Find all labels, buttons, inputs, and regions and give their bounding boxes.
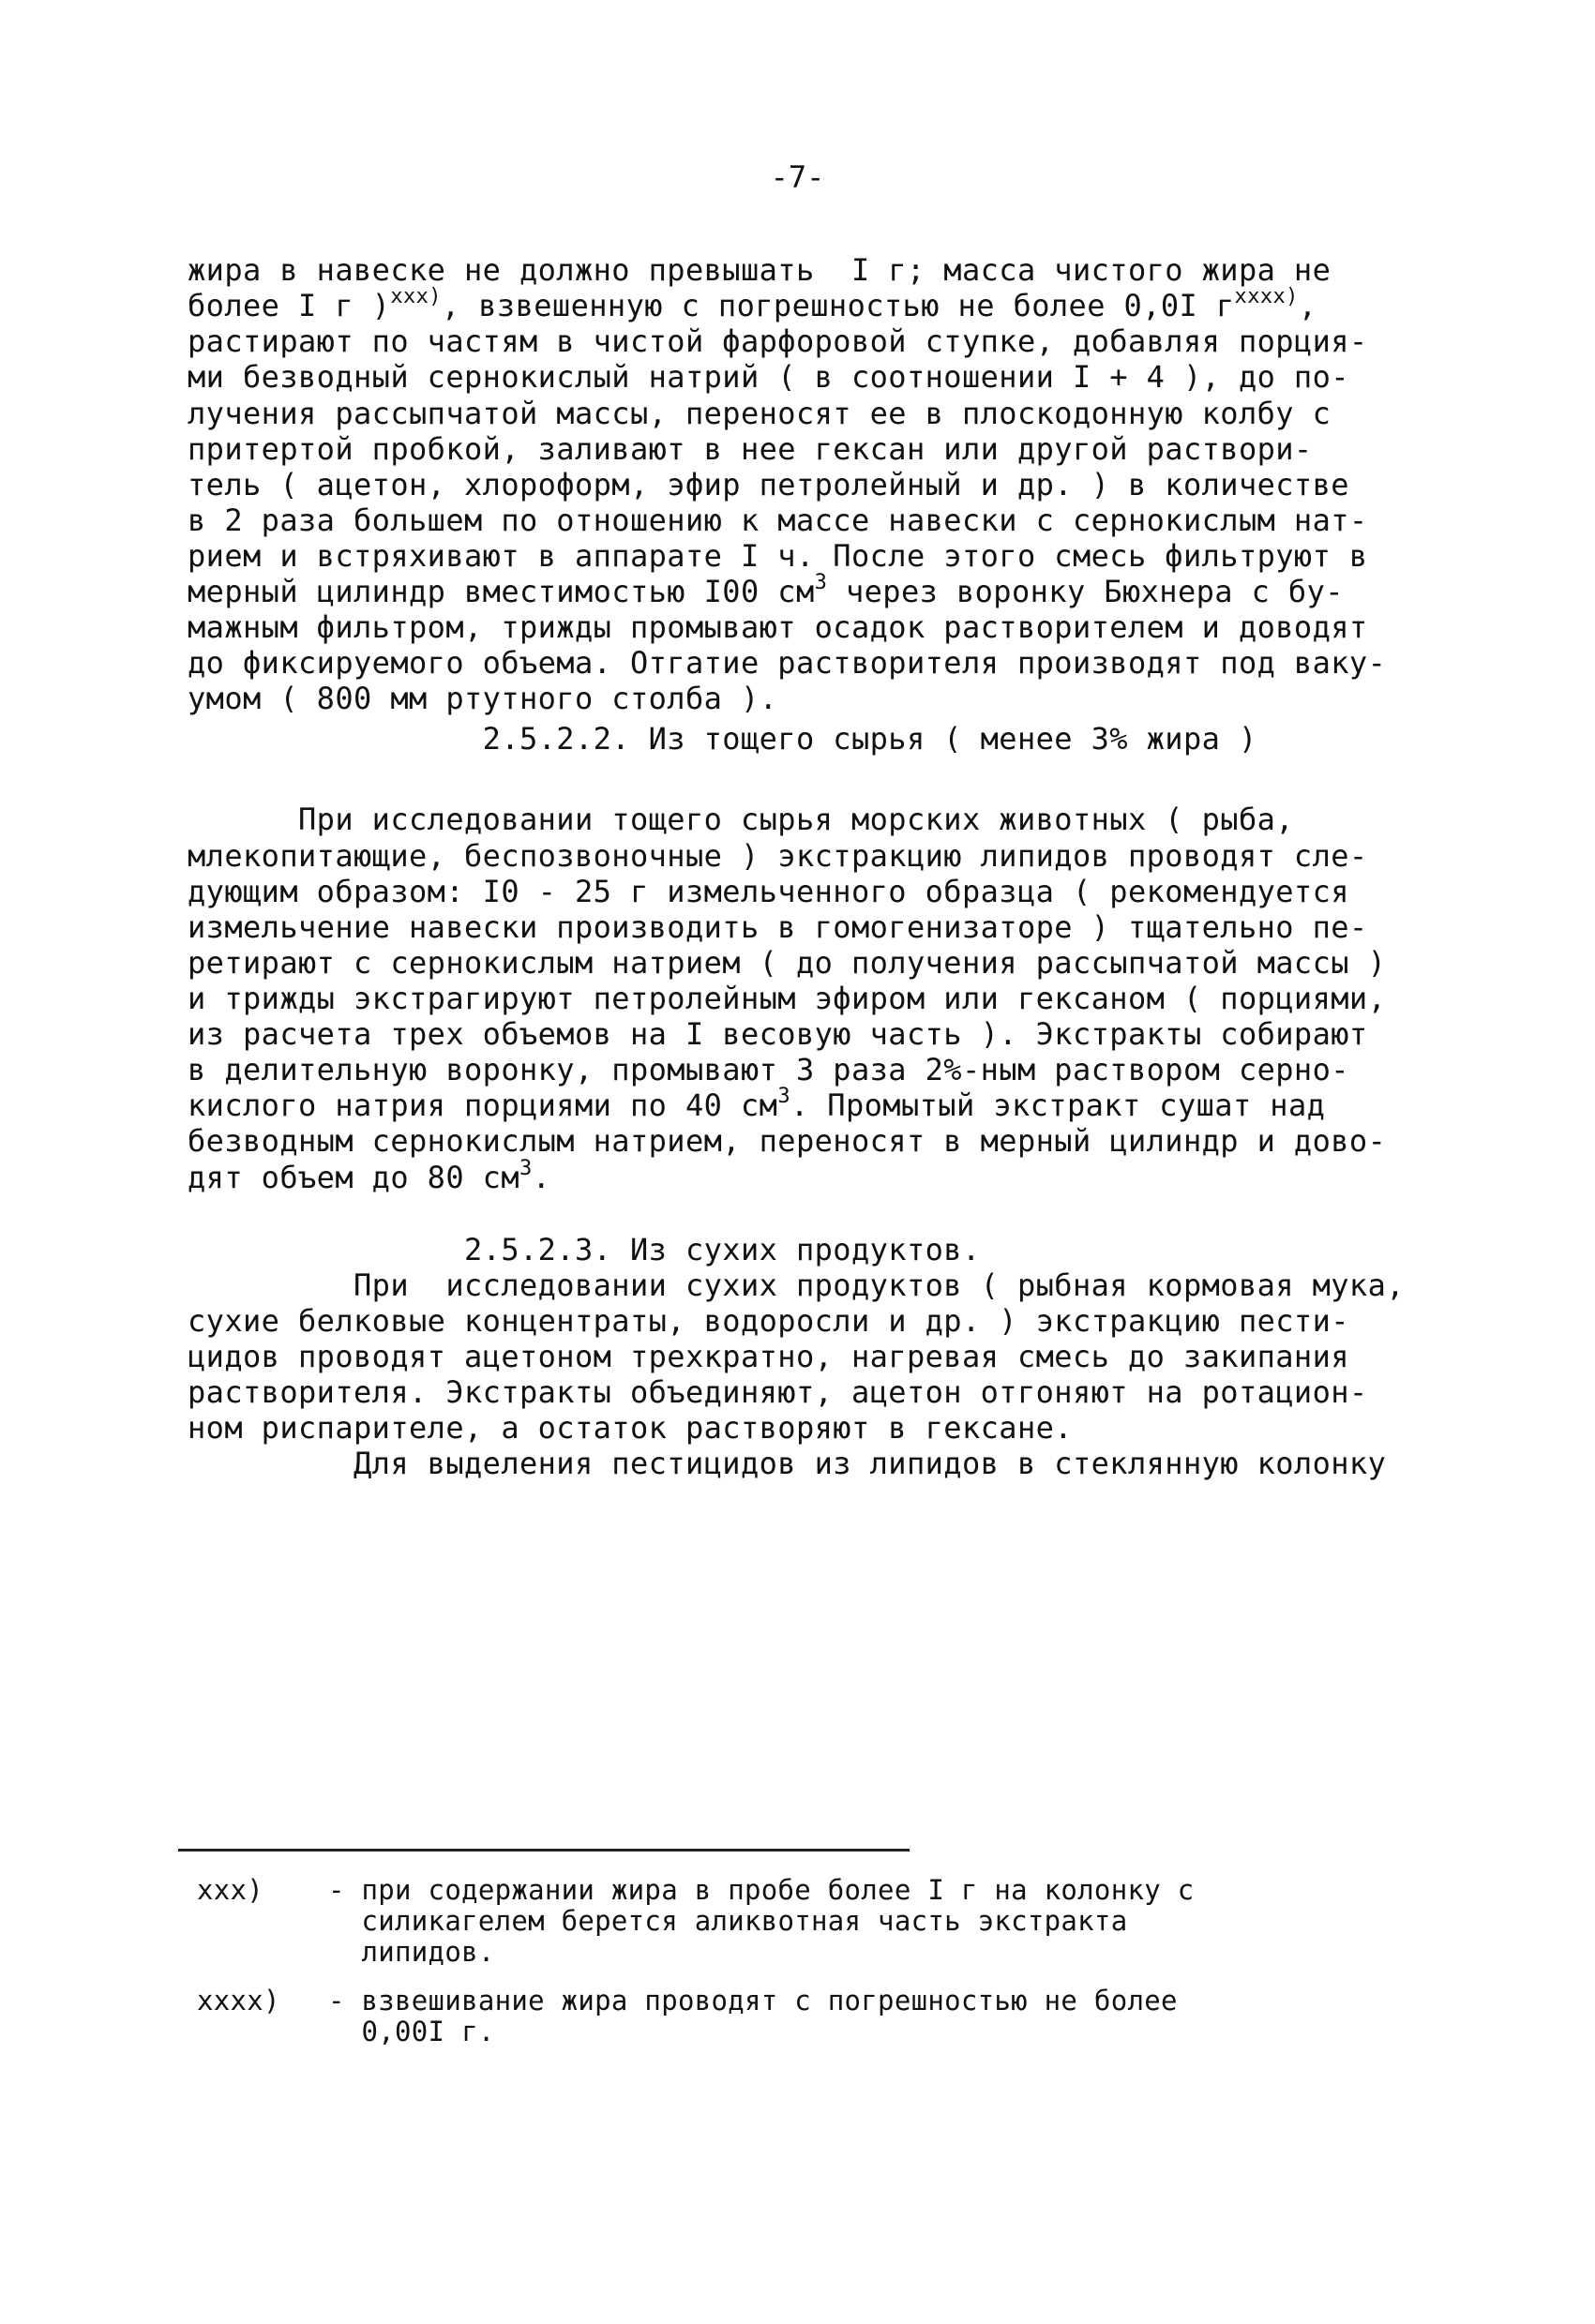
text-segment: кислого натрия порциями по 40 см	[188, 1087, 778, 1123]
text-segment: и трижды экстрагируют петролейным эфиром или гексаном ( порциями,	[188, 981, 1387, 1016]
text-segment: через воронку Бюхнера с бу-	[827, 574, 1344, 609]
text-line	[188, 837, 1368, 875]
text-segment: мажным фильтром, трижды промывают осадок растворителем и доводят	[188, 609, 1368, 645]
text-line	[188, 1231, 981, 1268]
text-segment: При исследовании тощего сырья морских животных ( рыба,	[188, 802, 1294, 837]
footnote-line: силикагелем берется аликвотная часть экстракта	[328, 1905, 1128, 1937]
text-line	[188, 801, 1294, 838]
text-segment: до фиксируемого объема. Отгатие растворителя производят под ваку-	[188, 645, 1387, 681]
text-segment: , взвешенную с погрешностью не более 0,0I г	[441, 288, 1235, 323]
text-line	[188, 644, 1386, 682]
text-line	[188, 608, 1368, 646]
text-line	[188, 1159, 550, 1196]
text-segment: притертой пробкой, заливают в нее гексан или другой раствори-	[188, 431, 1313, 467]
text-line	[188, 1051, 1349, 1088]
text-line	[188, 1338, 1349, 1375]
footnote-marker: 3	[777, 1085, 790, 1108]
text-segment: безводным сернокислым натрием, переносят в мерный цилиндр и дово-	[188, 1123, 1387, 1159]
text-segment: млекопитающие, беспозвоночные ) экстракцию липидов проводят сле-	[188, 838, 1368, 874]
text-segment: более I г )	[188, 288, 391, 323]
text-line	[188, 720, 1257, 757]
footnote-marker: xxxx)	[1234, 285, 1299, 308]
footnote-line: - при содержании жира в пробе более I г на колонку с	[328, 1874, 1195, 1906]
text-line	[188, 502, 1368, 539]
text-line	[188, 573, 1344, 610]
text-segment: жира в навеске не должно превышать I г; масса чистого жира не	[188, 252, 1332, 288]
text-line	[188, 287, 1317, 324]
text-line	[188, 358, 1349, 396]
footnote-marker: 3	[814, 571, 828, 594]
footnote-marker: 3	[519, 1157, 533, 1180]
footnote-mark: xxx)	[197, 1874, 264, 1906]
footnote-line: - взвешивание жира проводят с погрешностью не более	[328, 1985, 1178, 2017]
text-segment: 2.5.2.2. Из тощего сырья ( менее 3% жира )	[188, 721, 1257, 757]
text-line	[188, 466, 1349, 503]
page-number: -7-	[770, 159, 825, 195]
text-segment: растирают по частям в чистой фарфоровой ступке, добавляя порция-	[188, 323, 1368, 359]
text-segment: 2.5.2.3. Из сухих продуктов.	[188, 1232, 981, 1267]
text-line	[188, 251, 1331, 289]
text-line	[188, 1373, 1368, 1411]
text-line	[188, 1087, 1325, 1124]
text-segment: умом ( 800 мм ртутного столба ).	[188, 681, 778, 716]
text-segment: цидов проводят ацетоном трехкратно, нагревая смесь до закипания	[188, 1339, 1349, 1374]
text-segment: в делительную воронку, промывают 3 раза 2%-ным раствором серно-	[188, 1052, 1349, 1087]
text-line	[188, 1267, 1405, 1304]
text-line	[188, 944, 1386, 982]
text-segment: измельчение навески производить в гомогенизаторе ) тщательно пе-	[188, 909, 1368, 945]
footnote-line: 0,00I г.	[328, 2016, 495, 2047]
text-segment: ,	[1298, 288, 1317, 323]
text-segment: ретирают с сернокислым натрием ( до получения рассыпчатой массы )	[188, 945, 1387, 981]
text-line	[188, 680, 777, 717]
text-segment: дующим образом: I0 - 25 г измельченного образца ( рекомендуется	[188, 874, 1349, 909]
footnote-separator	[178, 1849, 910, 1852]
text-segment: .	[532, 1160, 551, 1195]
text-segment: лучения рассыпчатой массы, переносят ее в плоскодонную колбу с	[188, 396, 1332, 431]
text-line	[188, 908, 1368, 946]
text-segment: растворителя. Экстракты объединяют, ацетон отгоняют на ротацион-	[188, 1374, 1368, 1410]
text-line	[188, 873, 1349, 910]
text-segment: рием и встряхивают в аппарате I ч. После этого смесь фильтруют в	[188, 538, 1368, 574]
text-line	[188, 980, 1386, 1017]
text-line	[188, 430, 1313, 468]
text-segment: в 2 раза большем по отношению к массе навески с сернокислым нат-	[188, 502, 1368, 538]
text-line	[188, 1409, 1073, 1447]
text-segment: ми безводный сернокислый натрий ( в соотношении I + 4 ), до по-	[188, 359, 1349, 395]
text-segment: Для выделения пестицидов из липидов в стеклянную колонку	[188, 1446, 1387, 1481]
text-segment: из расчета трех объемов на I весовую часть ). Экстракты собирают	[188, 1016, 1368, 1052]
text-segment: дят объем до 80 см	[188, 1160, 519, 1195]
text-segment: . Промытый экстракт сушат над	[790, 1087, 1326, 1123]
footnote-line: липидов.	[328, 1936, 495, 1968]
text-segment: При исследовании сухих продуктов ( рыбная кормовая мука,	[188, 1267, 1405, 1303]
text-line	[188, 1445, 1386, 1482]
text-segment: мерный цилиндр вместимостью I00 см	[188, 574, 815, 609]
text-line	[188, 395, 1331, 432]
text-line	[188, 537, 1368, 575]
footnote-marker: xxx)	[390, 285, 442, 308]
footnote-mark: xxxx)	[197, 1985, 280, 2017]
text-segment: сухие белковые концентраты, водоросли и др. ) экстракцию пести-	[188, 1303, 1349, 1339]
text-segment: тель ( ацетон, хлороформ, эфир петролейный и др. ) в количестве	[188, 467, 1349, 502]
text-line	[188, 322, 1368, 360]
text-segment: ном риспарителе, а остаток растворяют в гексане.	[188, 1410, 1073, 1446]
text-line	[188, 1302, 1349, 1340]
text-line	[188, 1015, 1368, 1053]
text-line	[188, 1122, 1386, 1160]
